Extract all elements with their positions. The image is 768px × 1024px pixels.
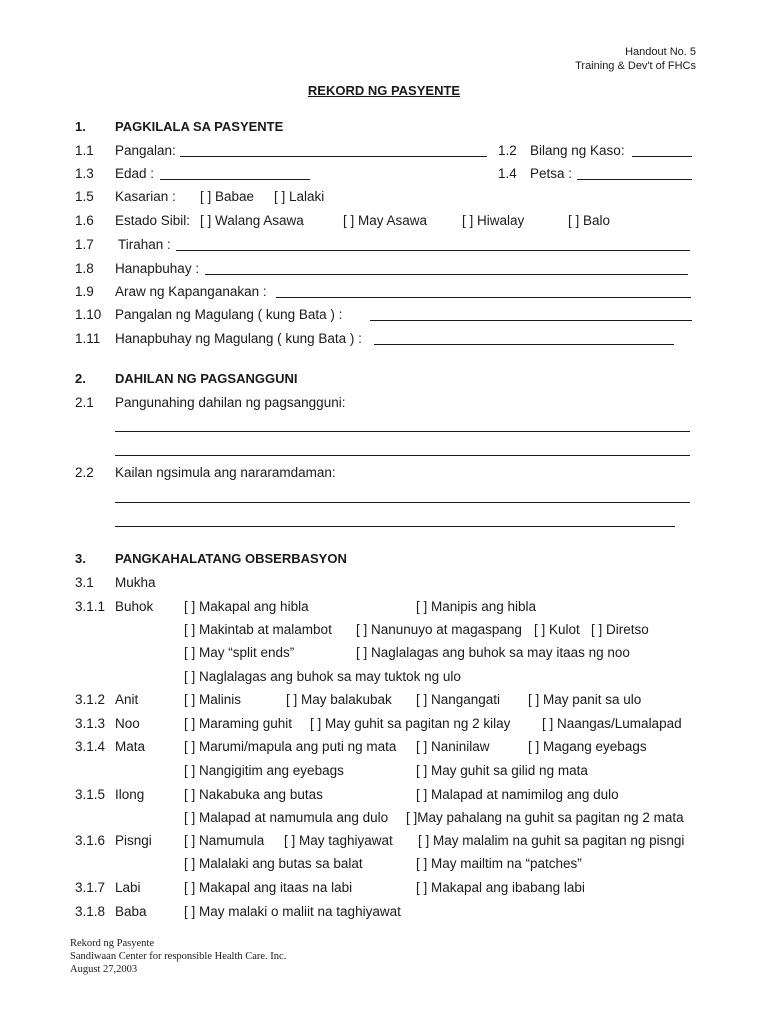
footer-date: August 27,2003 xyxy=(70,964,138,975)
item-number: 2.1 xyxy=(75,395,94,410)
parent-name-label: Pangalan ng Magulang ( kung Bata ) : xyxy=(115,307,343,322)
item-number: 1.10 xyxy=(75,307,102,322)
address-label: Tirahan : xyxy=(118,237,171,252)
section-3-title: PANGKAHALATANG OBSERBASYON xyxy=(115,551,347,566)
parent-name-field-line[interactable] xyxy=(370,320,692,321)
section-1-number: 1. xyxy=(75,119,86,134)
sex-option-female[interactable]: [ ] Babae xyxy=(200,189,255,204)
birthdate-label: Araw ng Kapanganakan : xyxy=(115,284,267,299)
civil-status-option-married[interactable]: [ ] May Asawa xyxy=(343,213,428,228)
eyes-option[interactable]: [ ] May guhit sa gilid ng mata xyxy=(416,763,588,778)
item-number: 3.1.2 xyxy=(75,692,106,707)
parent-occupation-field-line[interactable] xyxy=(374,344,674,345)
eyes-option[interactable]: [ ] Marumi/mapula ang puti ng mata xyxy=(184,739,397,754)
hair-option[interactable]: [ ] May “split ends” xyxy=(184,645,295,660)
cheeks-option[interactable]: [ ] May mailtim na “patches” xyxy=(416,856,582,871)
cheeks-label: Pisngi xyxy=(115,833,152,848)
item-number: 1.9 xyxy=(75,284,94,299)
handout-subtitle: Training & Dev't of FHCs xyxy=(575,60,696,72)
age-label: Edad : xyxy=(115,166,155,181)
nose-option[interactable]: [ ] Nakabuka ang butas xyxy=(184,787,323,802)
case-number-label: Bilang ng Kaso: xyxy=(530,143,625,158)
item-number: 1.8 xyxy=(75,261,94,276)
birthdate-field-line[interactable] xyxy=(276,297,691,298)
date-label: Petsa : xyxy=(530,166,573,181)
eyes-option[interactable]: [ ] Nangigitim ang eyebags xyxy=(184,763,344,778)
nose-option[interactable]: [ ] Malapad at namimilog ang dulo xyxy=(416,787,619,802)
handout-number: Handout No. 5 xyxy=(625,46,696,58)
lips-option[interactable]: [ ] Makapal ang itaas na labi xyxy=(184,880,353,895)
scalp-option[interactable]: [ ] May panit sa ulo xyxy=(528,692,642,707)
item-number: 1.6 xyxy=(75,213,94,228)
nose-label: Ilong xyxy=(115,787,145,802)
hair-option[interactable]: [ ] Makintab at malambot xyxy=(184,622,332,637)
cheeks-option[interactable]: [ ] Namumula xyxy=(184,833,265,848)
item-number: 1.4 xyxy=(498,166,517,181)
page-title: REKORD NG PASYENTE xyxy=(307,83,461,98)
eyes-option[interactable]: [ ] Magang eyebags xyxy=(528,739,647,754)
hair-option[interactable]: [ ] Diretso xyxy=(591,622,649,637)
date-field-line[interactable] xyxy=(577,179,692,180)
name-field-line[interactable] xyxy=(180,156,487,157)
section-3-number: 3. xyxy=(75,551,86,566)
cheeks-option[interactable]: [ ] Malalaki ang butas sa balat xyxy=(184,856,363,871)
section-2-title: DAHILAN NG PAGSANGGUNI xyxy=(115,371,298,386)
cheeks-option[interactable]: [ ] May taghiyawat xyxy=(284,833,393,848)
scalp-option[interactable]: [ ] May balakubak xyxy=(286,692,392,707)
scalp-label: Anit xyxy=(115,692,139,707)
civil-status-label: Estado Sibil: xyxy=(115,213,191,228)
hair-option[interactable]: [ ] Kulot xyxy=(534,622,580,637)
address-field-line[interactable] xyxy=(176,250,690,251)
item-number: 3.1.3 xyxy=(75,716,106,731)
hair-option[interactable]: [ ] Makapal ang hibla xyxy=(184,599,309,614)
sex-option-male[interactable]: [ ] Lalaki xyxy=(274,189,325,204)
item-number: 3.1.1 xyxy=(75,599,106,614)
item-number: 1.2 xyxy=(498,143,517,158)
nose-option[interactable]: [ ]May pahalang na guhit sa pagitan ng 2 mata xyxy=(406,810,684,825)
cheeks-option[interactable]: [ ] May malalim na guhit sa pagitan ng pisngi xyxy=(418,833,685,848)
civil-status-option-widowed[interactable]: [ ] Balo xyxy=(568,213,611,228)
item-number: 3.1.6 xyxy=(75,833,106,848)
forehead-option[interactable]: [ ] Maraming guhit xyxy=(184,716,293,731)
item-number: 3.1.7 xyxy=(75,880,106,895)
hair-option[interactable]: [ ] Manipis ang hibla xyxy=(416,599,537,614)
item-number: 3.1 xyxy=(75,575,94,590)
occupation-field-line[interactable] xyxy=(205,274,688,275)
item-number: 1.1 xyxy=(75,143,94,158)
item-number: 2.2 xyxy=(75,465,94,480)
forehead-option[interactable]: [ ] Naangas/Lumalapad xyxy=(542,716,682,731)
civil-status-option-separated[interactable]: [ ] Hiwalay xyxy=(462,213,525,228)
item-number: 1.3 xyxy=(75,166,94,181)
chin-option[interactable]: [ ] May malaki o maliit na taghiyawat xyxy=(184,904,401,919)
occupation-label: Hanapbuhay : xyxy=(115,261,200,276)
name-label: Pangalan: xyxy=(115,143,176,158)
footer-title: Rekord ng Pasyente xyxy=(70,938,154,949)
item-number: 1.7 xyxy=(75,237,94,252)
face-label: Mukha xyxy=(115,575,156,590)
parent-occupation-label: Hanapbuhay ng Magulang ( kung Bata ) : xyxy=(115,331,362,346)
eyes-option[interactable]: [ ] Naninilaw xyxy=(416,739,490,754)
nose-option[interactable]: [ ] Malapad at namumula ang dulo xyxy=(184,810,389,825)
forehead-option[interactable]: [ ] May guhit sa pagitan ng 2 kilay xyxy=(310,716,511,731)
age-field-line[interactable] xyxy=(160,179,310,180)
footer-organization: Sandiwaan Center for responsible Health Care. Inc. xyxy=(70,951,287,962)
item-number: 3.1.5 xyxy=(75,787,106,802)
hair-option[interactable]: [ ] Nanunuyo at magaspang xyxy=(356,622,522,637)
item-number: 3.1.4 xyxy=(75,739,106,754)
onset-label: Kailan ngsimula ang nararamdaman: xyxy=(115,465,336,480)
case-number-field-line[interactable] xyxy=(632,156,692,157)
civil-status-option-single[interactable]: [ ] Walang Asawa xyxy=(200,213,304,228)
item-number: 1.11 xyxy=(75,331,101,346)
item-number: 3.1.8 xyxy=(75,904,106,919)
lips-label: Labi xyxy=(115,880,141,895)
chin-label: Baba xyxy=(115,904,147,919)
main-reason-label: Pangunahing dahilan ng pagsangguni: xyxy=(115,395,346,410)
main-reason-line-1[interactable] xyxy=(115,431,690,432)
scalp-option[interactable]: [ ] Nangangati xyxy=(416,692,501,707)
section-1-title: PAGKILALA SA PASYENTE xyxy=(115,119,284,134)
scalp-option[interactable]: [ ] Malinis xyxy=(184,692,242,707)
forehead-label: Noo xyxy=(115,716,140,731)
section-2-number: 2. xyxy=(75,371,86,386)
hair-option[interactable]: [ ] Naglalagas ang buhok sa may itaas ng noo xyxy=(356,645,630,660)
main-reason-line-2[interactable] xyxy=(115,455,690,456)
lips-option[interactable]: [ ] Makapal ang ibabang labi xyxy=(416,880,585,895)
hair-option[interactable]: [ ] Naglalagas ang buhok sa may tuktok ng ulo xyxy=(184,669,461,684)
item-number: 1.5 xyxy=(75,189,94,204)
onset-line-2[interactable] xyxy=(115,526,675,527)
eyes-label: Mata xyxy=(115,739,146,754)
onset-line-1[interactable] xyxy=(115,502,690,503)
sex-label: Kasarian : xyxy=(115,189,176,204)
hair-label: Buhok xyxy=(115,599,154,614)
